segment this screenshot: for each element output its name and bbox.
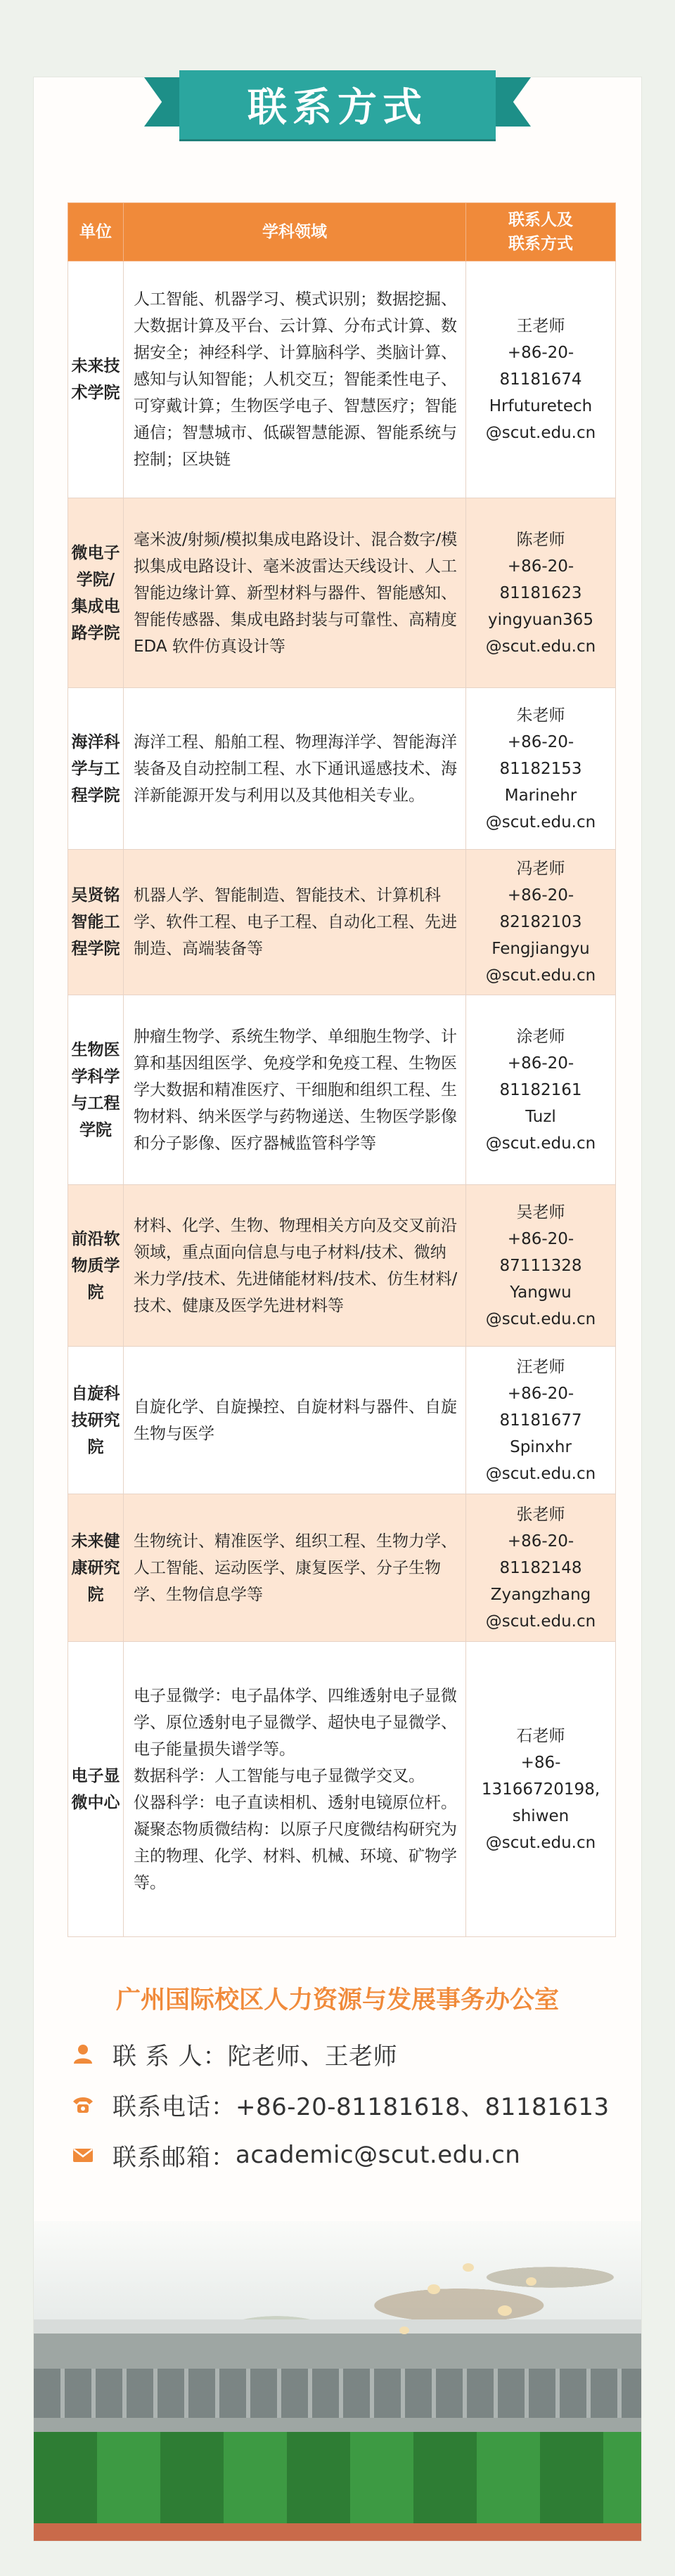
unit-cell: 自旋科技研究院 [68,1347,124,1494]
contact-cell: 张老师 +86-20- 81182148 Zyangzhang @scut.edu.cn [466,1494,616,1642]
office-title: 广州国际校区人力资源与发展事务办公室 [115,1986,559,2014]
contact-cell: 涂老师 +86-20- 81182161 Tuzl @scut.edu.cn [466,995,616,1185]
field-cell: 毫米波/射频/模拟集成电路设计、混合数字/模拟集成电路设计、毫米波雷达天线设计、人工智能边缘计算、新型材料与器件、智能感知、智能传感器、集成电路封装与可靠性、高精度 EDA 软件仿真设计等 [124,498,466,688]
photo-blossom [498,2305,512,2316]
contact-cell: 冯老师 +86-20- 82182103 Fengjiangyu @scut.edu.cn [466,850,616,995]
table-row [68,261,616,498]
photo-running-track [34,2523,641,2541]
photo-blossom [399,2326,409,2334]
contact-cell: 王老师 +86-20- 81181674 Hrfuturetech @scut.edu.cn [466,261,616,498]
table-row [68,850,616,995]
photo-blossom [463,2263,474,2272]
contact-person-value: 陀老师、王老师 [227,2042,398,2071]
contact-cell: 陈老师 +86-20- 81181623 yingyuan365 @scut.edu.cn [466,498,616,688]
contact-cell: 朱老师 +86-20- 81182153 Marinehr @scut.edu.cn [466,688,616,850]
unit-cell: 生物医学科学与工程学院 [68,995,124,1185]
header-unit: 单位 [68,203,124,261]
contact-table [68,202,616,1937]
field-cell: 自旋化学、自旋操控、自旋材料与器件、自旋生物与医学 [124,1347,466,1494]
table-row [68,498,616,688]
table-row [68,995,616,1185]
photo-blossom [526,2277,536,2286]
contact-cell: 汪老师 +86-20- 81181677 Spinxhr @scut.edu.cn [466,1347,616,1494]
unit-cell: 海洋科学与工程学院 [68,688,124,850]
field-cell: 材料、化学、生物、物理相关方向及交叉前沿领域，重点面向信息与电子材料/技术、微纳米力学/技术、先进储能材料/技术、仿生材料/技术、健康及医学先进材料等 [124,1185,466,1347]
email-value[interactable]: academic@scut.edu.cn [236,2141,521,2169]
table-header-row [68,203,616,261]
header-banner [0,0,675,148]
mail-icon [72,2144,94,2166]
table-row [68,688,616,850]
banner-ribbon [179,70,496,139]
field-cell: 人工智能、机器学习、模式识别；数据挖掘、大数据计算及平台、云计算、分布式计算、数据安全；神经科学、计算脑科学、类脑计算、感知与认知智能；人机交互；智能柔性电子、可穿戴计算；生物医学电子、智慧医疗；智能通信；智慧城市、低碳智慧能源、智能系统与控制；区块链 [124,261,466,498]
field-cell: 海洋工程、船舶工程、物理海洋学、智能海洋装备及自动控制工程、水下通讯遥感技术、海洋新能源开发与利用以及其他相关专业。 [124,688,466,850]
table-row [68,1185,616,1347]
unit-cell: 未来健康研究院 [68,1494,124,1642]
table-row [68,1494,616,1642]
unit-cell: 吴贤铭智能工程学院 [68,850,124,995]
unit-cell: 未来技术学院 [68,261,124,498]
phone-line [72,2089,634,2120]
contact-person-label: 联 系 人： [112,2042,228,2071]
unit-cell: 前沿软物质学院 [68,1185,124,1347]
unit-cell: 电子显微中心 [68,1642,124,1937]
photo-building-windows [34,2369,641,2418]
phone-icon [72,2093,94,2116]
photo-blossom [428,2284,440,2294]
phone-value[interactable]: +86-20-81181618、81181613 [236,2092,610,2121]
contact-cell: 石老师 +86- 13166720198, shiwen @scut.edu.cn [466,1642,616,1937]
campus-photo [34,2221,641,2541]
person-icon [72,2043,94,2065]
email-line [72,2140,634,2170]
page-title: 联系方式 [248,85,428,131]
contact-cell: 吴老师 +86-20- 87111328 Yangwu @scut.edu.cn [466,1185,616,1347]
table-row [68,1642,616,1937]
field-cell: 机器人学、智能制造、智能技术、计算机科学、软件工程、电子工程、自动化工程、先进制造、高端装备等 [124,850,466,995]
unit-cell: 微电子学院/集成电路学院 [68,498,124,688]
email-label: 联系邮箱： [112,2143,236,2172]
header-contact: 联系人及 联系方式 [466,203,616,261]
field-cell: 电子显微学：电子晶体学、四维透射电子显微学、原位透射电子显微学、超快电子显微学、电子能量损失谱学等。 数据科学：人工智能与电子显微学交叉。 仪器科学：电子直读相机、透射电镜原位杆。 凝聚态物质微结构：以原子尺度微结构研究为主的物理、化学、材料、机械、环境、矿物学等。 [124,1642,466,1937]
contact-person-line [72,2038,634,2069]
phone-label: 联系电话： [112,2092,236,2121]
header-field: 学科领域 [124,203,466,261]
table-row [68,1347,616,1494]
field-cell: 生物统计、精准医学、组织工程、生物力学、人工智能、运动医学、康复医学、分子生物学、生物信息学等 [124,1494,466,1642]
field-cell: 肿瘤生物学、系统生物学、单细胞生物学、计算和基因组医学、免疫学和免疫工程、生物医学大数据和精准医疗、干细胞和组织工程、生物材料、纳米医学与药物递送、生物医学影像和分子影像、医疗器械监管科学等 [124,995,466,1185]
